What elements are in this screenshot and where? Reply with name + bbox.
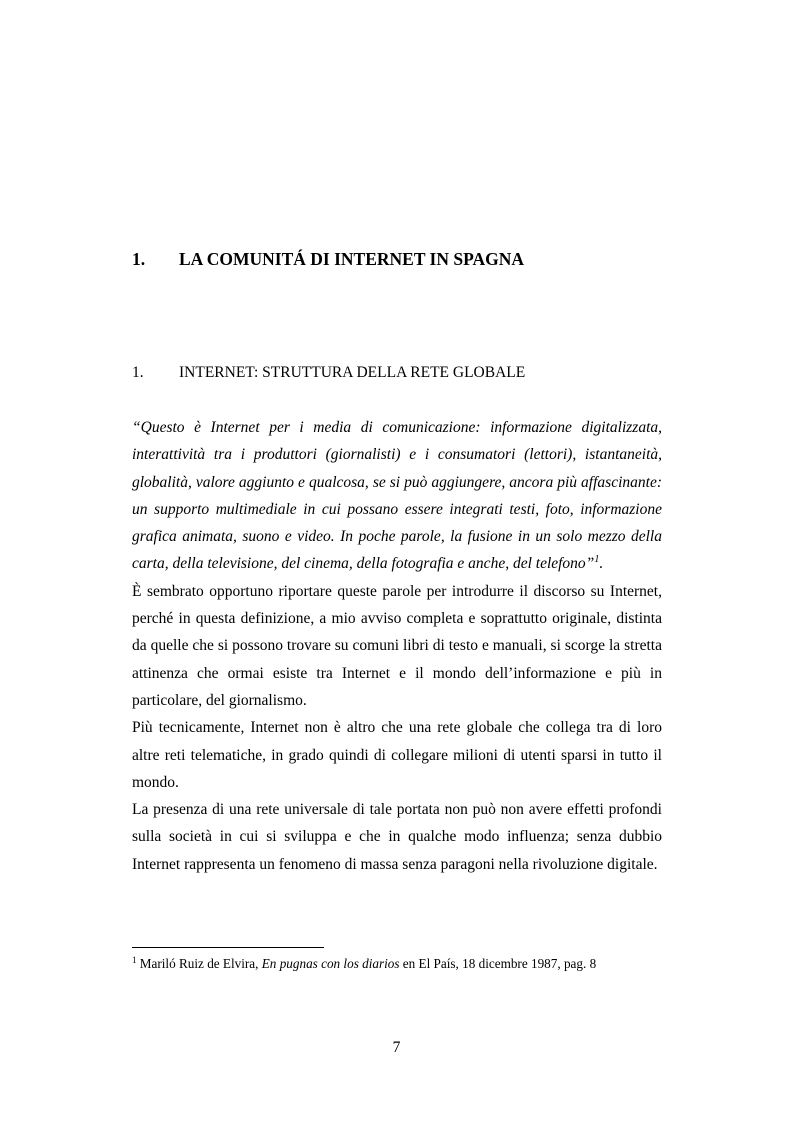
- paragraph: Più tecnicamente, Internet non è altro che una rete globale che collega tra di loro altre reti telematiche, in grado quindi di collegare milioni di utenti sparsi in tutto il mondo.: [132, 719, 662, 791]
- footnote: [132, 955, 672, 973]
- quote-period: .: [599, 555, 604, 573]
- opening-quote: [132, 414, 662, 578]
- section-number: 1.: [132, 364, 144, 381]
- paragraph: La presenza di una rete universale di tale portata non può non avere effetti profondi sulla società in cui si sviluppa e che in qualche modo influenza; senza dubbio Internet rappresenta un fenomeno di massa senza paragoni nella rivoluzione digitale.: [132, 801, 662, 873]
- section-title: INTERNET: STRUTTURA DELLA RETE GLOBALE: [179, 364, 526, 381]
- section-heading: [132, 362, 662, 384]
- page-number: 7: [392, 1039, 401, 1056]
- quote-text: “Questo è Internet per i media di comunicazione: informazione digitalizzata, interattività tra i produttori (giornalisti) e i consumatori (lettori), istantaneità, globalità, valore aggiunto e qualcosa, se si può aggiungere, ancora più affascinante: un supporto multimediale in cui possano essere integrati testi, foto, informazione grafica animata, suono e video. In poche parole, la fusione in un solo mezzo della carta, della televisione, del cinema, della fotografia e anche, del telefono”: [132, 419, 662, 573]
- footnote-separator: [132, 947, 324, 948]
- footnote-work-title: En pugnas con los diarios: [261, 956, 400, 971]
- paragraph: È sembrato opportuno riportare queste parole per introdurre il discorso su Internet, perché in questa definizione, a mio avviso completa e soprattutto originale, distinta da quelle che si possono trovare su comuni libri di testo e manuali, si scorge la stretta attinenza che ormai esiste tra Internet e il mondo dell’informazione e più in particolare, del giornalismo.: [132, 582, 662, 709]
- chapter-title: LA COMUNITÁ DI INTERNET IN SPAGNA: [179, 249, 525, 269]
- footnote-source: en El País, 18 dicembre 1987, pag. 8: [399, 956, 597, 971]
- chapter-heading: [132, 247, 662, 271]
- footnote-author: Mariló Ruiz de Elvira,: [136, 956, 262, 971]
- footnote-marker: 1: [132, 955, 137, 965]
- chapter-number: 1.: [132, 249, 146, 269]
- footnote-reference[interactable]: 1: [594, 554, 600, 566]
- body-text: [132, 414, 662, 878]
